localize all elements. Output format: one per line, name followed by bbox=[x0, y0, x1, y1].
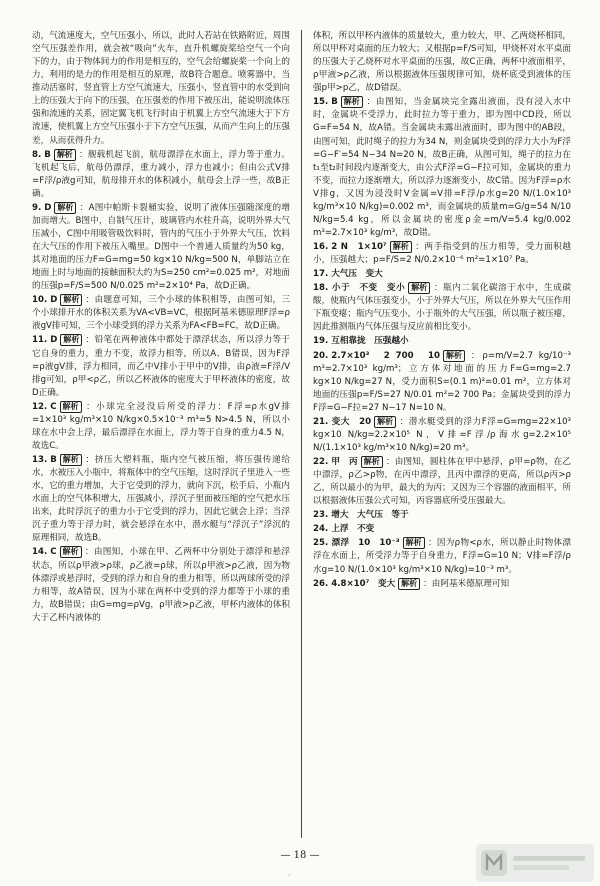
item-answer: D bbox=[44, 202, 52, 213]
analysis-badge: 解析 bbox=[443, 350, 465, 362]
item-text: ：瓶内二氧化碳溶于水中，生成碳酸，使瓶内气体压强变小，小于外界大气压，所以在外界大气压作用下瓶变瘪；瓶内气压变小，小于瓶外的大气压强，所以瓶子被压瘪，因此推测瓶内气体压强与反应前相比变小。 bbox=[313, 283, 571, 333]
item-answer: 4.8×10⁷ 变大 bbox=[331, 578, 396, 589]
left-column bbox=[32, 30, 290, 838]
right-column bbox=[313, 30, 571, 838]
analysis-badge: 解析 bbox=[60, 401, 82, 413]
item-number: 11. bbox=[32, 335, 48, 346]
answer-item bbox=[32, 30, 290, 148]
answer-item bbox=[32, 202, 290, 293]
item-text: 体积，所以甲杯内液体的质量较大，重力较大，甲、乙两烧杯相同，所以甲杯对桌面的压力较大；又根据p=F/S可知，甲烧杯对水平桌面的压强大于乙烧杯对水平桌面的压强，故C正确，两杯中液面相平，ρ甲液>ρ乙液，所以根据液体压强规律可知，烧杯底受到液体的压强p甲>p乙，故D错误。 bbox=[313, 31, 571, 94]
analysis-badge: 解析 bbox=[60, 334, 82, 346]
item-number: 15. bbox=[313, 97, 329, 108]
analysis-badge: 解析 bbox=[60, 546, 82, 558]
item-number: 8. bbox=[32, 149, 42, 160]
item-number: 9. bbox=[32, 202, 42, 213]
item-number: 17. bbox=[313, 269, 329, 280]
item-text: ：小球完全浸没后所受的浮力：F浮=ρ水gV排=1×10³ kg/m³×10 N/kg×0.5×10⁻³ m³=5 N>4.5 N，所以小球在水中会上浮，最后漂浮在水面上，浮力等于自身的重力4.5 N，故选C。 bbox=[32, 401, 290, 451]
analysis-badge: 解析 bbox=[374, 416, 396, 428]
item-number: 10. bbox=[32, 295, 48, 306]
answer-item bbox=[32, 334, 290, 399]
item-answer: 2.7×10³ 2 700 10 bbox=[331, 350, 440, 361]
analysis-badge: 解析 bbox=[408, 282, 430, 294]
analysis-badge: 解析 bbox=[54, 202, 76, 214]
item-answer: 2 N 1×10⁷ bbox=[331, 242, 387, 252]
item-text: ：由题意可知，三个小球的体积相等，由图可知，三个小球排开水的体积关系为VA<VB=VC，根据阿基米德原理F浮=ρ液gV排可知，三个小球受到的浮力关系为FA<FB=FC，故D正确。 bbox=[32, 295, 290, 332]
analysis-badge: 解析 bbox=[341, 96, 363, 108]
answer-item bbox=[313, 350, 571, 415]
item-answer: 增大 大气压 等于 bbox=[331, 510, 409, 521]
item-text: 动，气流速度大，空气压强小，所以，此时人若站在铁路附近，周围空气压强差作用，就会被“吸向”火车，直升机螺旋桨给空气一个向下的力，由于物体间力的作用是相互的，空气会给螺旋桨一个向上的力，利用的是力的作用是相互的原理，故B符合题意。喷雾器中，当推动活塞时，竖直管上方空气流速大，压强小，竖直管中的水受到向上的压强大于向下的压强，在压强差的作用下被压出，能说明流体压强和流速的关系，固定翼飞机飞行时由于机翼上方空气流速大于下方流速，使机翼上方空气压强小于下方空气压强，从而产生向上的压强差，从而获得升力。 bbox=[32, 31, 290, 146]
answer-item bbox=[313, 537, 571, 576]
item-text: ：由图知，圆柱体在甲中悬浮，ρ甲=ρ物，在乙中漂浮，ρ乙>ρ物，在丙中漂浮，且丙中漂浮的更高，所以ρ丙>ρ乙，所以最小的为甲，最大的为丙；又因为三个容器的液面相平，所以根据液体压强公式可知，丙容器底所受压强最大。 bbox=[313, 457, 571, 507]
item-answer: B bbox=[50, 455, 57, 465]
item-answer: B bbox=[44, 149, 51, 160]
answer-item bbox=[313, 416, 571, 455]
item-text: ：ρ=m/V=2.7 kg/10⁻³ m³=2.7×10³ kg/m³；立方体对地面的压力F=G=mg=2.7 kg×10 N/kg=27 N，受力面积S=(0.1 m)²=0.01 m²，立方体对地面的压强p=F/S=27 N/0.01 m²=2 700 Pa；金属块受到的浮力F浮=G−F拉=27 N−17 N=10 N。 bbox=[313, 350, 571, 413]
item-answer: B bbox=[331, 97, 338, 108]
item-number: 14. bbox=[32, 547, 48, 558]
analysis-badge: 解析 bbox=[60, 454, 82, 466]
answer-item bbox=[313, 456, 571, 508]
item-answer: 变大 20 bbox=[331, 416, 372, 427]
analysis-badge: 解析 bbox=[390, 241, 412, 253]
analysis-badge: 解析 bbox=[398, 578, 420, 590]
item-number: 20. bbox=[313, 350, 329, 361]
item-answer: D bbox=[50, 335, 58, 346]
answer-item bbox=[313, 335, 571, 348]
answer-item bbox=[313, 523, 571, 536]
answer-item bbox=[313, 578, 571, 591]
item-number: 22. bbox=[313, 457, 329, 467]
item-number: 18. bbox=[313, 283, 329, 294]
item-number: 19. bbox=[313, 336, 329, 347]
answer-item bbox=[313, 268, 571, 281]
analysis-badge: 解析 bbox=[403, 537, 425, 549]
answer-item bbox=[32, 546, 290, 624]
analysis-badge: 解析 bbox=[361, 456, 383, 468]
column-divider bbox=[301, 30, 302, 838]
page-number: — 18 — bbox=[280, 850, 320, 861]
item-answer: C bbox=[50, 401, 57, 412]
answer-item bbox=[313, 30, 571, 95]
item-text: ：两手指受到的压力相等，受力面积越小，压强越大；p=F/S=2 N/0.2×10⁻⁶ m²=1×10⁷ Pa。 bbox=[313, 242, 571, 266]
item-answer: C bbox=[50, 547, 57, 558]
watermark-logo-graphic bbox=[479, 846, 591, 880]
item-answer: 小于 不变 变小 bbox=[331, 283, 406, 294]
item-text: ：由阿基米德原理可知 bbox=[423, 578, 510, 589]
answer-item bbox=[313, 509, 571, 522]
answer-item bbox=[313, 241, 571, 267]
item-number: 16. bbox=[313, 242, 329, 252]
item-number: 13. bbox=[32, 455, 48, 465]
item-answer: 漂浮 10 10⁻³ bbox=[331, 538, 400, 549]
analysis-badge: 解析 bbox=[54, 149, 76, 161]
answer-item bbox=[32, 294, 290, 333]
item-answer: 甲 丙 bbox=[331, 457, 358, 467]
item-number: 25. bbox=[313, 538, 329, 549]
item-number: 24. bbox=[313, 524, 329, 535]
item-number: 26. bbox=[313, 578, 329, 589]
answer-item bbox=[32, 401, 290, 453]
item-text: ：铅笔在两种液体中都处于漂浮状态，所以浮力等于它自身的重力，重力不变，故浮力相等，所以A、B错误，因为F浮=ρ液gV排，浮力相同，而乙中V排小于甲中的V排，由ρ液=F浮/V排g可知，ρ甲<ρ乙，所以乙杯液体的密度大于甲杯液体的密度，故D正确。 bbox=[32, 335, 290, 398]
answer-item bbox=[313, 282, 571, 334]
item-number: 23. bbox=[313, 510, 329, 521]
analysis-badge: 解析 bbox=[60, 294, 82, 306]
answer-item bbox=[32, 454, 290, 545]
item-answer: 大气压 变大 bbox=[331, 269, 383, 280]
item-answer: 互相靠拢 压强越小 bbox=[331, 336, 409, 347]
answer-item bbox=[313, 96, 571, 240]
item-text: ：舰载机起飞前，航母漂浮在水面上，浮力等于重力。飞机起飞后，航母仍漂浮，重力减小，浮力也减小；但由公式V排=F浮/ρ液g可知，航母排开水的体积减小，航母会上浮一些，故B正确。 bbox=[32, 149, 290, 199]
item-number: 12. bbox=[32, 401, 48, 412]
item-answer: 上浮 不变 bbox=[331, 524, 375, 535]
item-number: 21. bbox=[313, 416, 329, 427]
item-text: ：由图知，当金属块完全露出液面，没有浸入水中时，金属块不受浮力，此时拉力等于重力，即为图中CD段，所以G=F=54 N，故A错。当金属块未露出液面时，即为图中的AB段，由图可知，此时绳子的拉力为34 N，则金属块受到的浮力大小为F浮=G−F′=54 N−34 N=20 N，故B正确，从图可知，绳子的拉力在t₁至t₂时间段内逐渐变大，由公式F浮=G−F拉可知，金属块的重力不变，而拉力逐渐增大，所以浮力逐渐变小，故C错。因为F浮=ρ水V排g，又因为浸没时V金属=V排=F浮/ρ水g=20 N/(1.0×10³ kg/m³×10 N/kg)=0.002 m³，而金属块的质量m=G/g=54 N/10 N/kg=5.4 kg，所以金属块的密度ρ金=m/V=5.4 kg/0.002 m³=2.7×10³ kg/m³，故D错。 bbox=[313, 97, 571, 238]
answer-item bbox=[32, 149, 290, 201]
item-text: ：潜水艇受到的浮力F浮=G=mg=22×10³ kg×10 N/kg=2.2×10⁵ N，V排=F浮/ρ海水g=2.2×10⁵ N/(1.1×10³ kg/m³×10 N/kg)=20 m³。 bbox=[313, 416, 571, 453]
item-text: ：A图中帕斯卡裂桶实验，说明了液体压强随深度的增加而增大。B图中，自制气压计，玻璃管内水柱升高，说明外界大气压减小，C图中用吸管吸饮料时，管内的气压小于外界大气压，饮料在大气压的作用下被压入嘴里。D图中一个普通人质量约为50 kg，其对地面的压力F=G=mg=50 kg×10 N/kg=500 N，单脚站立在地面上时与地面的接触面积大约为S=250 cm²=0.025 m²，对地面的压强p=F/S=500 N/0.025 m²=2×10⁴ Pa，故D正确。 bbox=[32, 202, 290, 292]
item-text: ：挤压大塑料瓶，瓶内空气被压缩，将压强传递给水，水被压入小瓶中，将瓶体中的空气压缩，这时浮沉子里进入一些水，它的重力增加，大于它受到的浮力，就向下沉，松手后，小瓶内水面上的空气体积增大，压强减小，浮沉子里面被压缩的空气把水压出来，此时浮沉子的重力小于它受到的浮力，因此它就会上浮；当浮沉子重力等于浮力时，就会悬浮在水中，潜水艇与“浮沉子”浮沉的原理相同，故选B。 bbox=[32, 455, 290, 544]
item-answer: D bbox=[50, 295, 58, 306]
item-text: ：因为ρ物<ρ水，所以静止时物体漂浮在水面上，所受浮力等于自身重力，F浮=G=10 N；V排=F浮/ρ水g=10 N/(1.0×10³ kg/m³×10 N/kg)=10⁻³ m³。 bbox=[313, 538, 571, 575]
bottom-mark: · bbox=[288, 871, 291, 880]
watermark-logo bbox=[476, 844, 594, 882]
item-text: ：由图知，小球在甲、乙两杯中分别处于漂浮和悬浮状态，所以ρ甲液>ρ球，ρ乙液=ρ球，所以ρ甲液>ρ乙液，因为物体漂浮或悬浮时，受到的浮力和自身的重力相等，所以两球所受的浮力相等，故A错误，因为小球在两杯中受到的浮力都等于小球的重力，故B错误；由G=mg=ρVg，ρ甲液>ρ乙液，甲杯内液体的体积大于乙杯内液体的 bbox=[32, 547, 290, 623]
